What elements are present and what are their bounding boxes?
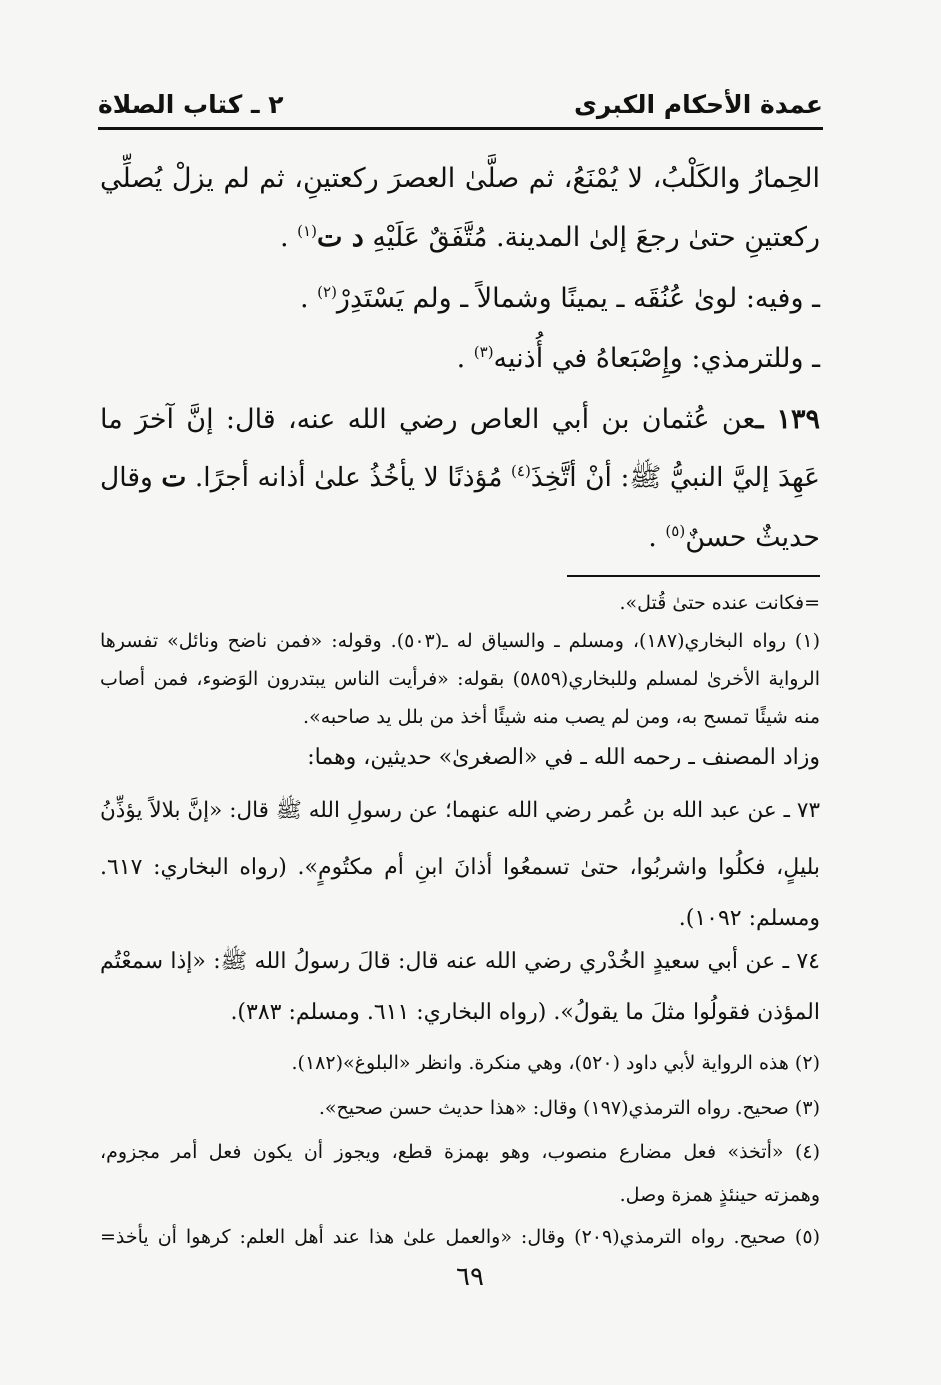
footnote-1-line-2: الرواية الأخرىٰ لمسلم وللبخاري(٥٨٥٩) بقوله: «فرأيت الناس يبتدرون الوَضوء، فمن أصاب [100, 668, 820, 690]
hadith-139-text-1: عن عُثمان بن أبي العاص رضي الله عنه، قال: إنَّ آخرَ ما [100, 404, 756, 435]
footnote-1-line-3: منه شيئًا تمسح به، ومن لم يصب منه شيئًا أخذ من بلل يد صاحبه». [303, 706, 820, 728]
page-number: ٦٩ [456, 1262, 484, 1292]
hadith-73-line-2: بليلٍ، فكلُوا واشربُوا، حتىٰ تسمعُوا أذانَ ابنِ أم مكتُومٍ». (رواه البخاري: ٦١٧. [100, 855, 820, 880]
main-line-4-text: ـ وللترمذي: وإِصْبَعاهُ في أُذنيه [493, 343, 820, 374]
footnote-1-line-1: (١) رواه البخاري(١٨٧)، ومسلم ـ والسياق له ـ(٥٠٣). وقوله: «فمن ناضح ونائل» تفسرها [100, 630, 820, 652]
hadith-74-line-1: ٧٤ ـ عن أبي سعيدٍ الخُدْري رضي الله عنه قال: قالَ رسولُ الله ﷺ: «إذا سمعْتُم [100, 949, 820, 974]
hadith-139-text-2b: مُؤذنًا لا يأخُذُ علىٰ أذانه أجرًا. [194, 462, 503, 493]
hadith-139-line-2 [100, 462, 820, 500]
footnote-mark-4: (٤) [511, 462, 531, 481]
source-sigla: د ت [316, 222, 364, 253]
hadith-139-line-1 [100, 404, 820, 435]
header-rule [98, 127, 823, 130]
main-line-3: ـ وفيه: لوىٰ عُنُقَه ـ يمينًا وشمالاً ـ ولم يَسْتَدِرْ$^{(٢)}$ . [299, 283, 820, 314]
footnote-rule [567, 575, 820, 577]
footnote-1-line-4: وزاد المصنف ـ رحمه الله ـ في «الصغرىٰ» حديثين، وهما: [307, 745, 820, 770]
footnote-2: (٢) هذه الرواية لأبي داود (٥٢٠)، وهي منكرة. وانظر «البلوغ»(١٨٢). [291, 1052, 820, 1074]
footnote-mark-5: (٥) [665, 522, 686, 540]
footnote-mark-1: (١) [297, 222, 317, 240]
hadith-73-line-3: ومسلم: ١٠٩٢). [678, 906, 820, 931]
hadith-139-line-3: حديثٌ حسنٌ$^{(٥)}$ . [648, 522, 820, 553]
footnote-4-line-2: وهمزته حينئذٍ همزة وصل. [619, 1184, 820, 1206]
hadith-74-line-2: المؤذن فقولُوا مثلَ ما يقولُ». (رواه البخاري: ٦١١. ومسلم: ٣٨٣). [230, 1000, 820, 1025]
footnote-5: (٥) صحيح. رواه الترمذي(٢٠٩) وقال: «والعمل علىٰ هذا عند أهل العلم: كرهوا أن يأخذ= [100, 1226, 820, 1248]
footnote-3: (٣) صحيح. رواه الترمذي(١٩٧) وقال: «هذا حديث حسن صحيح». [318, 1097, 820, 1119]
footnote-continuation: =فكانت عنده حتىٰ قُتل». [619, 592, 820, 614]
chapter-title: ٢ ـ كتاب الصلاة [98, 90, 284, 119]
book-title: عمدة الأحكام الكبرى [573, 90, 823, 119]
running-header [98, 88, 823, 124]
hadith-73-line-1: ٧٣ ـ عن عبد الله بن عُمر رضي الله عنهما؛ عن رسولِ الله ﷺ قال: «إنَّ بلالاً يؤذِّنُ [100, 798, 820, 823]
hadith-139-text-3: حديثٌ حسنٌ [685, 522, 820, 553]
source-sigla-t: ت [161, 462, 187, 493]
main-line-2-text: ركعتينِ حتىٰ رجعَ إلىٰ المدينة. مُتَّفَقٌ عَلَيْهِ [372, 222, 820, 253]
hadith-139-text-2c: وقال [100, 462, 153, 493]
main-line-4: ـ وللترمذي: وإِصْبَعاهُ في أُذنيه$^{(٣)}$ . [456, 343, 820, 374]
footnote-mark-2: (٢) [317, 283, 337, 301]
footnote-4-line-1: (٤) «أتخذ» فعل مضارع منصوب، وهو بهمزة قطع، ويجوز أن يكون فعل أمر مجزوم، [100, 1141, 820, 1163]
hadith-139-text-2a: عَهِدَ إليَّ النبيُّ ﷺ: أنْ أتَّخِذَ [530, 462, 820, 493]
main-line-2: ركعتينِ حتىٰ رجعَ إلىٰ المدينة. مُتَّفَقٌ عَلَيْهِ د ت$^{(١)}$ . [279, 222, 820, 253]
main-line-3-text: ـ وفيه: لوىٰ عُنُقَه ـ يمينًا وشمالاً ـ ولم يَسْتَدِرْ [336, 283, 820, 314]
main-line-1: الحِمارُ والكَلْبُ، لا يُمْنَعُ، ثم صلَّىٰ العصرَ ركعتينِ، ثم لم يزلْ يُصلِّي [100, 163, 820, 194]
hadith-number: ١٣٩ ـ [755, 404, 820, 435]
footnote-mark-3: (٣) [473, 343, 494, 361]
